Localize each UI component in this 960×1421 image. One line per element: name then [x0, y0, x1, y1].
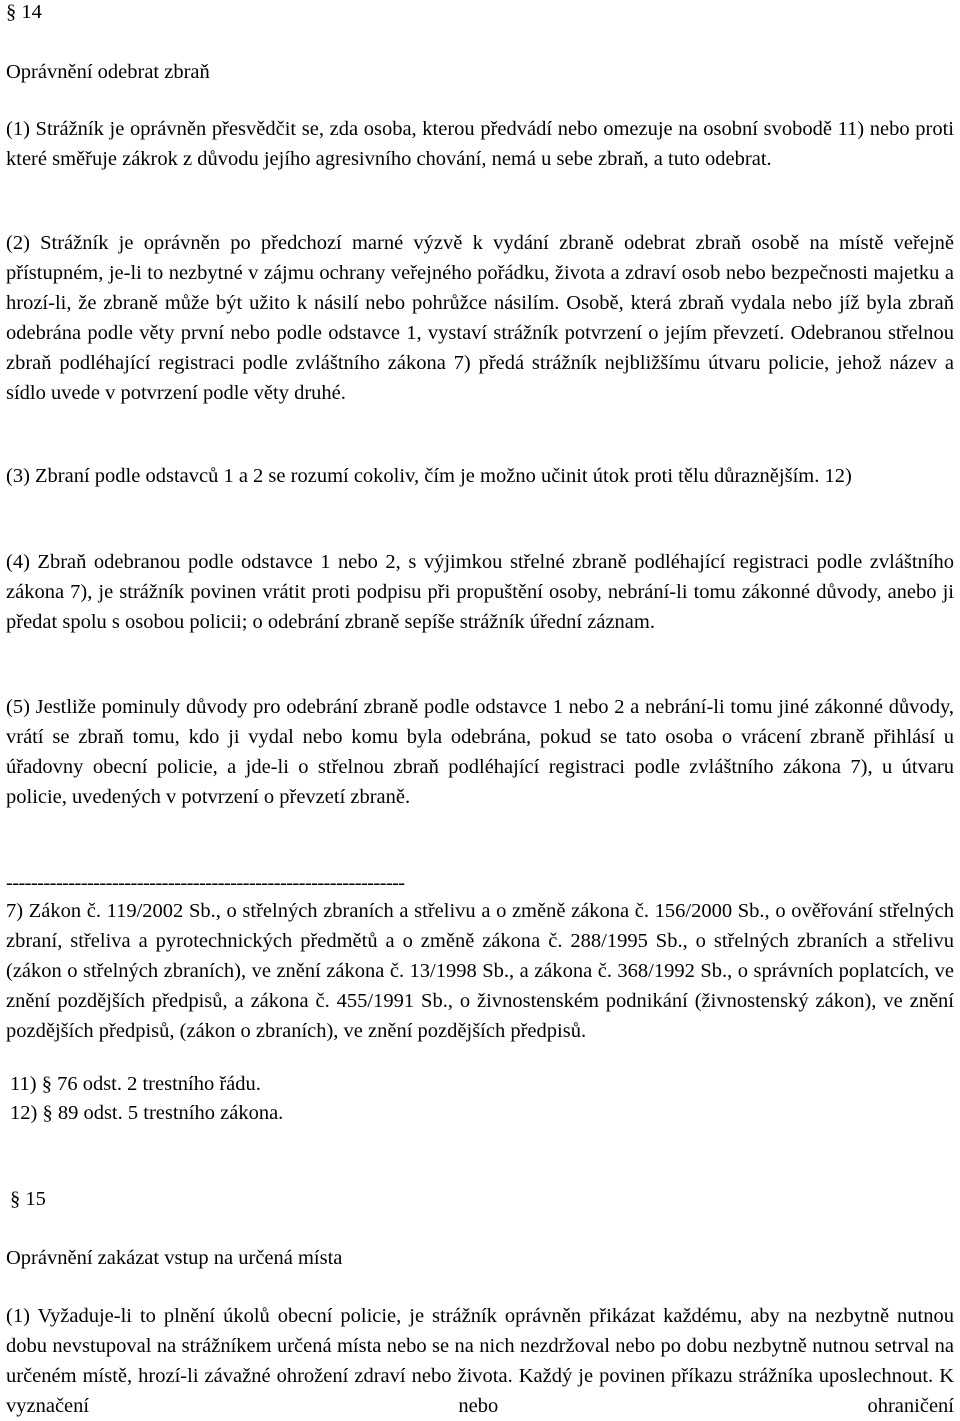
section-14-paragraph-1: (1) Strážník je oprávněn přesvědčit se, zda osoba, kterou předvádí nebo omezuje na osobní svobodě 11) nebo proti které směřuje zákrok z důvodu jejího agresivního chování, nemá u sebe zbraň, a tuto odebrat.: [6, 118, 954, 170]
footnote-separator: ----------------------------------------------------------------: [6, 872, 405, 894]
section-14-title: Oprávnění odebrat zbraň: [6, 61, 210, 83]
section-15-number: § 15: [10, 1188, 46, 1210]
footnote-11: 11) § 76 odst. 2 trestního řádu.: [10, 1073, 261, 1095]
footnote-12: 12) § 89 odst. 5 trestního zákona.: [10, 1102, 284, 1124]
section-15-paragraph-1: (1) Vyžaduje-li to plnění úkolů obecní policie, je strážník oprávněn přikázat každému, aby na nezbytně nutnou dobu nevstupoval na strážníkem určená místa nebo se na nich nezdržoval nebo po dobu nezbytně nutnou setrval na určeném místě, hrozí-li závažné ohrožení zdraví nebo života. Každý je povinen příkazu strážníka uposlechnout. K vyznačení nebo ohraničení: [6, 1305, 954, 1417]
section-15-title: Oprávnění zakázat vstup na určená místa: [6, 1247, 343, 1269]
section-14-paragraph-5: (5) Jestliže pominuly důvody pro odebrání zbraně podle odstavce 1 nebo 2 a nebrání-li tomu jiné zákonné důvody, vrátí se zbraň tomu, kdo ji vydal nebo komu byla odebrána, pokud se tato osoba o vrácení zbraně přihlásí u úřadovny obecní policie, a jde-li o střelnou zbraň podléhající registraci podle zvláštního zákona 7), u útvaru policie, uvedených v potvrzení o převzetí zbraně.: [6, 696, 954, 808]
section-14-number: § 14: [6, 1, 42, 23]
section-14-paragraph-4: (4) Zbraň odebranou podle odstavce 1 nebo 2, s výjimkou střelné zbraně podléhající registraci podle zvláštního zákona 7), je strážník povinen vrátit proti podpisu při propuštění osoby, nebrání-li tomu zákonné důvody, anebo ji předat spolu s osobou policii; o odebrání zbraně sepíše strážník úřední záznam.: [6, 551, 954, 633]
section-14-paragraph-3: (3) Zbraní podle odstavců 1 a 2 se rozumí cokoliv, čím je možno učinit útok proti tělu důraznějším. 12): [6, 465, 852, 487]
section-14-paragraph-2: (2) Strážník je oprávněn po předchozí marné výzvě k vydání zbraně odebrat zbraň osobě na místě veřejně přístupném, je-li to nezbytné v zájmu ochrany veřejného pořádku, života a zdraví osob nebo bezpečnosti majetku a hrozí-li, že zbraně může být užito k násilí nebo pohrůžce násilím. Osobě, která zbraň vydala nebo jíž byla zbraň odebrána podle věty první nebo podle odstavce 1, vystaví strážník potvrzení o jejím převzetí. Odebranou střelnou zbraň podléhající registraci podle zvláštního zákona 7) předá strážník nejbližšímu útvaru policie, jehož název a sídlo uvede v potvrzení podle věty druhé.: [6, 232, 954, 404]
footnote-7: 7) Zákon č. 119/2002 Sb., o střelných zbraních a střelivu a o změně zákona č. 156/2000 Sb., o ověřování střelných zbraní, střeliva a pyrotechnických předmětů a o změně zákona č. 288/1995 Sb., o střelných zbraních a střelivu (zákon o střelných zbraních), ve znění zákona č. 13/1998 Sb., a zákona č. 368/1992 Sb., o správních poplatcích, ve znění pozdějších předpisů, a zákona č. 455/1991 Sb., o živnostenském podnikání (živnostenský zákon), ve znění pozdějších předpisů, (zákon o zbraních), ve znění pozdějších předpisů.: [6, 900, 954, 1042]
